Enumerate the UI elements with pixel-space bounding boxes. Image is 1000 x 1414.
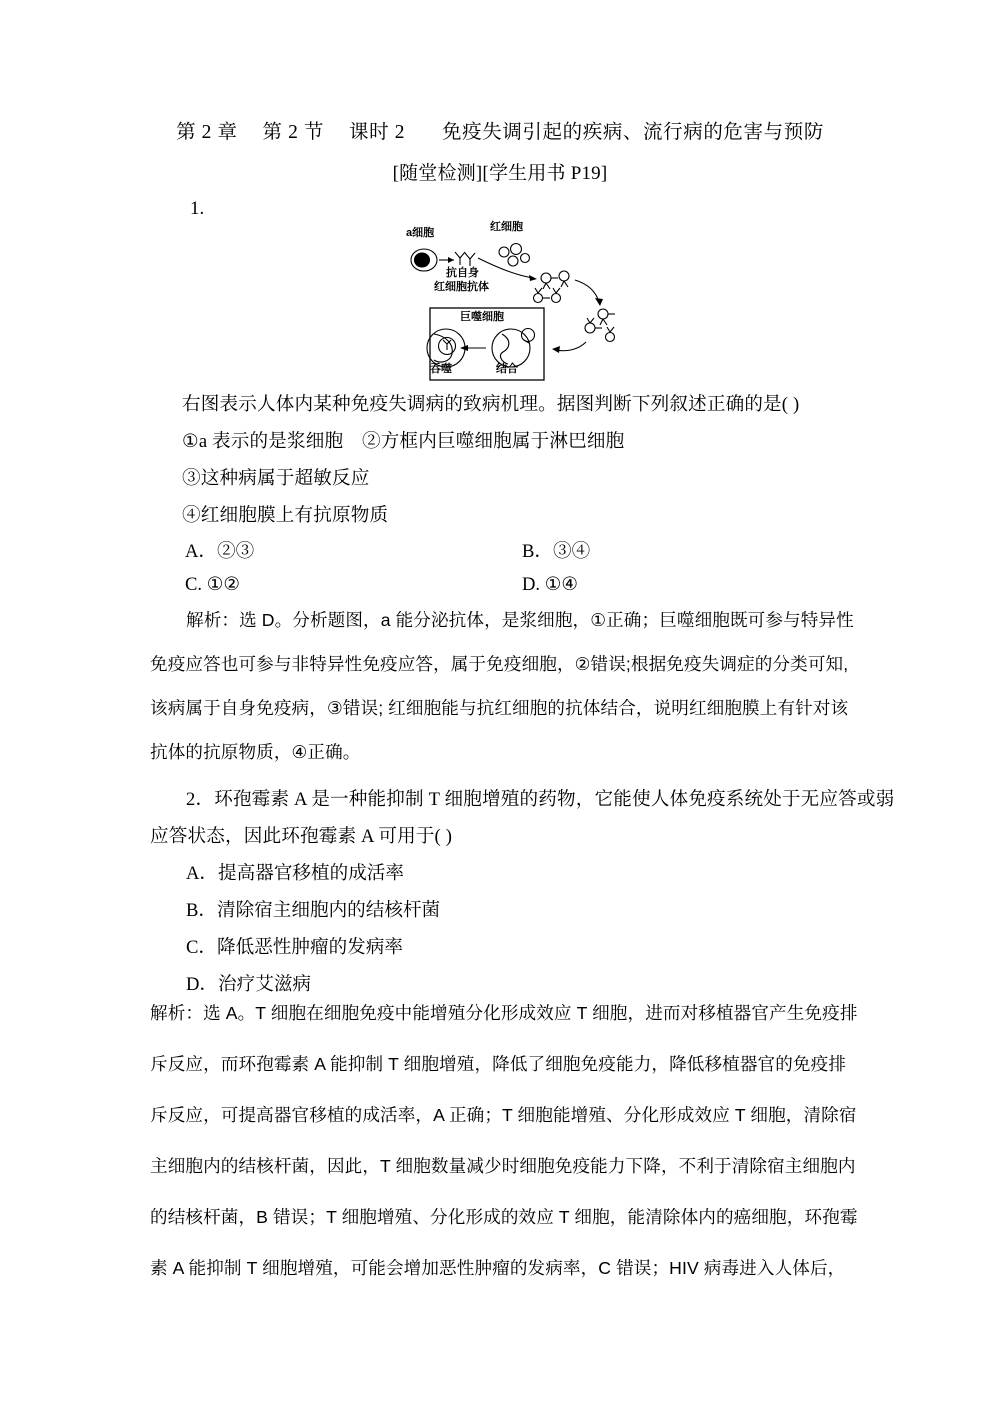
arrow-sweep-1-head [529,275,537,281]
immune-mechanism-figure [398,222,634,384]
lesson-label: 课时 2 [349,122,406,143]
arrow-sweep-1 [478,258,534,278]
question-2-analysis-line-1: 解析：选 A。T 细胞在细胞免疫中能增殖分化形成效应 T 细胞，进而对移植器官产生免疫排 [150,1003,858,1023]
option-c-key: C. [185,574,203,595]
question-2-analysis-line-3: 斥反应，可提高器官移植的成活率，A 正确；T 细胞能增殖、分化形成效应 T 细胞，清除宿 [150,1105,857,1125]
option-c-text: ①② [206,574,241,595]
complex-cluster-1 [534,271,570,303]
question-2-stem-line-1: 2．环孢霉素 A 是一种能抑制 T 细胞增殖的药物，它能使人体免疫系统处于无应答或弱 [186,789,895,810]
question-1-statement-2: ③这种病属于超敏反应 [182,468,370,489]
question-1-analysis-line-1: 解析：选 D。分析题图，a 能分泌抗体，是浆细胞，①正确；巨噬细胞既可参与特异性 [186,610,854,630]
option-a-text: ②③ [217,541,255,562]
question-1-analysis-line-2: 免疫应答也可参与非特异性免疫应答，属于免疫细胞，②错误;根据免疫失调症的分类可知, [150,654,849,674]
option-b-text: ③④ [553,541,591,562]
q2-option-a-key: A． [186,863,219,884]
question-1-statement-1: ①a 表示的是浆细胞 ②方框内巨噬细胞属于淋巴细胞 [182,431,625,452]
question-1-option-d[interactable] [522,574,578,596]
question-2-analysis-line-6: 素 A 能抑制 T 细胞增殖，可能会增加恶性肿瘤的发病率，C 错误；HIV 病毒进入人体后， [150,1258,846,1278]
q2-option-c-key: C． [186,937,217,958]
figure-label-macrophage: 巨噬细胞 [460,311,504,323]
engulfed-antibody [443,340,451,350]
arrow-sweep-2 [575,280,599,302]
arrow-secretion-head [448,257,454,263]
antibody-free-2 [465,253,475,266]
option-b-key: B． [522,541,553,562]
q2-option-c-text: 降低恶性肿瘤的发病率 [217,937,403,958]
complex-cluster-2 [585,309,615,342]
q2-option-d-text: 治疗艾滋病 [218,974,312,995]
question-1-option-b[interactable] [522,537,590,563]
q2-option-a-text: 提高器官移植的成活率 [218,863,404,884]
macrophage-binding-inner [501,334,509,364]
question-1-analysis-line-4: 抗体的抗原物质，④正确。 [150,742,361,762]
arrow-sweep-2-head [595,298,603,306]
question-2-option-a[interactable] [186,859,404,885]
topic-label: 免疫失调引起的疾病、流行病的危害与预防 [442,122,824,143]
red-cell-3 [508,256,518,266]
q2-option-b-key: B． [186,900,217,921]
macrophage-binding [492,329,530,367]
figure-label-a-cell: a细胞 [406,227,435,239]
arrow-phagocytosis-head [460,345,468,351]
question-2-analysis-line-2: 斥反应，而环孢霉素 A 能抑制 T 细胞增殖，降低了细胞免疫能力，降低移植器官的免疫排 [150,1054,847,1074]
q2-option-d-key: D． [186,974,219,995]
page-title [0,116,1000,144]
red-cell-4 [521,254,530,263]
red-cell-1 [499,247,509,257]
figure-label-red-cell: 红细胞 [490,221,523,233]
question-2-option-c[interactable] [186,933,403,959]
question-2-stem-line-2: 应答状态，因此环孢霉素 A 可用于( ) [150,826,453,847]
option-a-key: A． [185,541,218,562]
question-2-option-d[interactable] [186,970,311,996]
antibody-free-1 [455,252,465,265]
figure-label-antibody-1: 抗自身 [446,267,479,279]
question-2-analysis-line-4: 主细胞内的结核杆菌，因此，T 细胞数量减少时细胞免疫能力下降，不利于清除宿主细胞内 [150,1156,856,1176]
question-2-option-b[interactable] [186,896,440,922]
a-cell-nucleus [415,253,430,267]
subtitle-bracketed: [随堂检测][学生用书 P19] [392,163,608,184]
red-cell-2 [511,244,522,255]
question-1-stem: 右图表示人体内某种免疫失调病的致病机理。据图判断下列叙述正确的是( ) [182,394,800,415]
chapter-label: 第 2 章 [176,122,238,143]
option-d-key: D. [522,574,541,595]
option-d-text: ①④ [544,574,579,595]
figure-label-binding: 结合 [496,363,518,375]
figure-label-antibody-2: 红细胞抗体 [434,281,489,293]
question-1-statement-3: ④红细胞膜上有抗原物质 [182,505,389,526]
q2-option-b-text: 清除宿主细胞内的结核杆菌 [217,900,441,921]
figure-label-phagocytosis: 吞噬 [430,363,452,375]
arrow-into-box-head [552,346,560,353]
section-label: 第 2 节 [262,122,325,143]
figure-svg [398,222,634,384]
question-1-analysis-line-3: 该病属于自身免疫病，③错误; 红细胞能与抗红细胞的抗体结合，说明红细胞膜上有针对该 [150,698,849,718]
question-2-analysis-line-5: 的结核杆菌，B 错误；T 细胞增殖、分化形成的效应 T 细胞，能清除体内的癌细胞，环孢霉 [150,1207,858,1227]
question-1-option-c[interactable] [185,574,240,596]
question-1-number: 1. [190,198,205,219]
arrow-into-box [556,342,586,351]
question-1-option-a[interactable] [185,537,254,563]
